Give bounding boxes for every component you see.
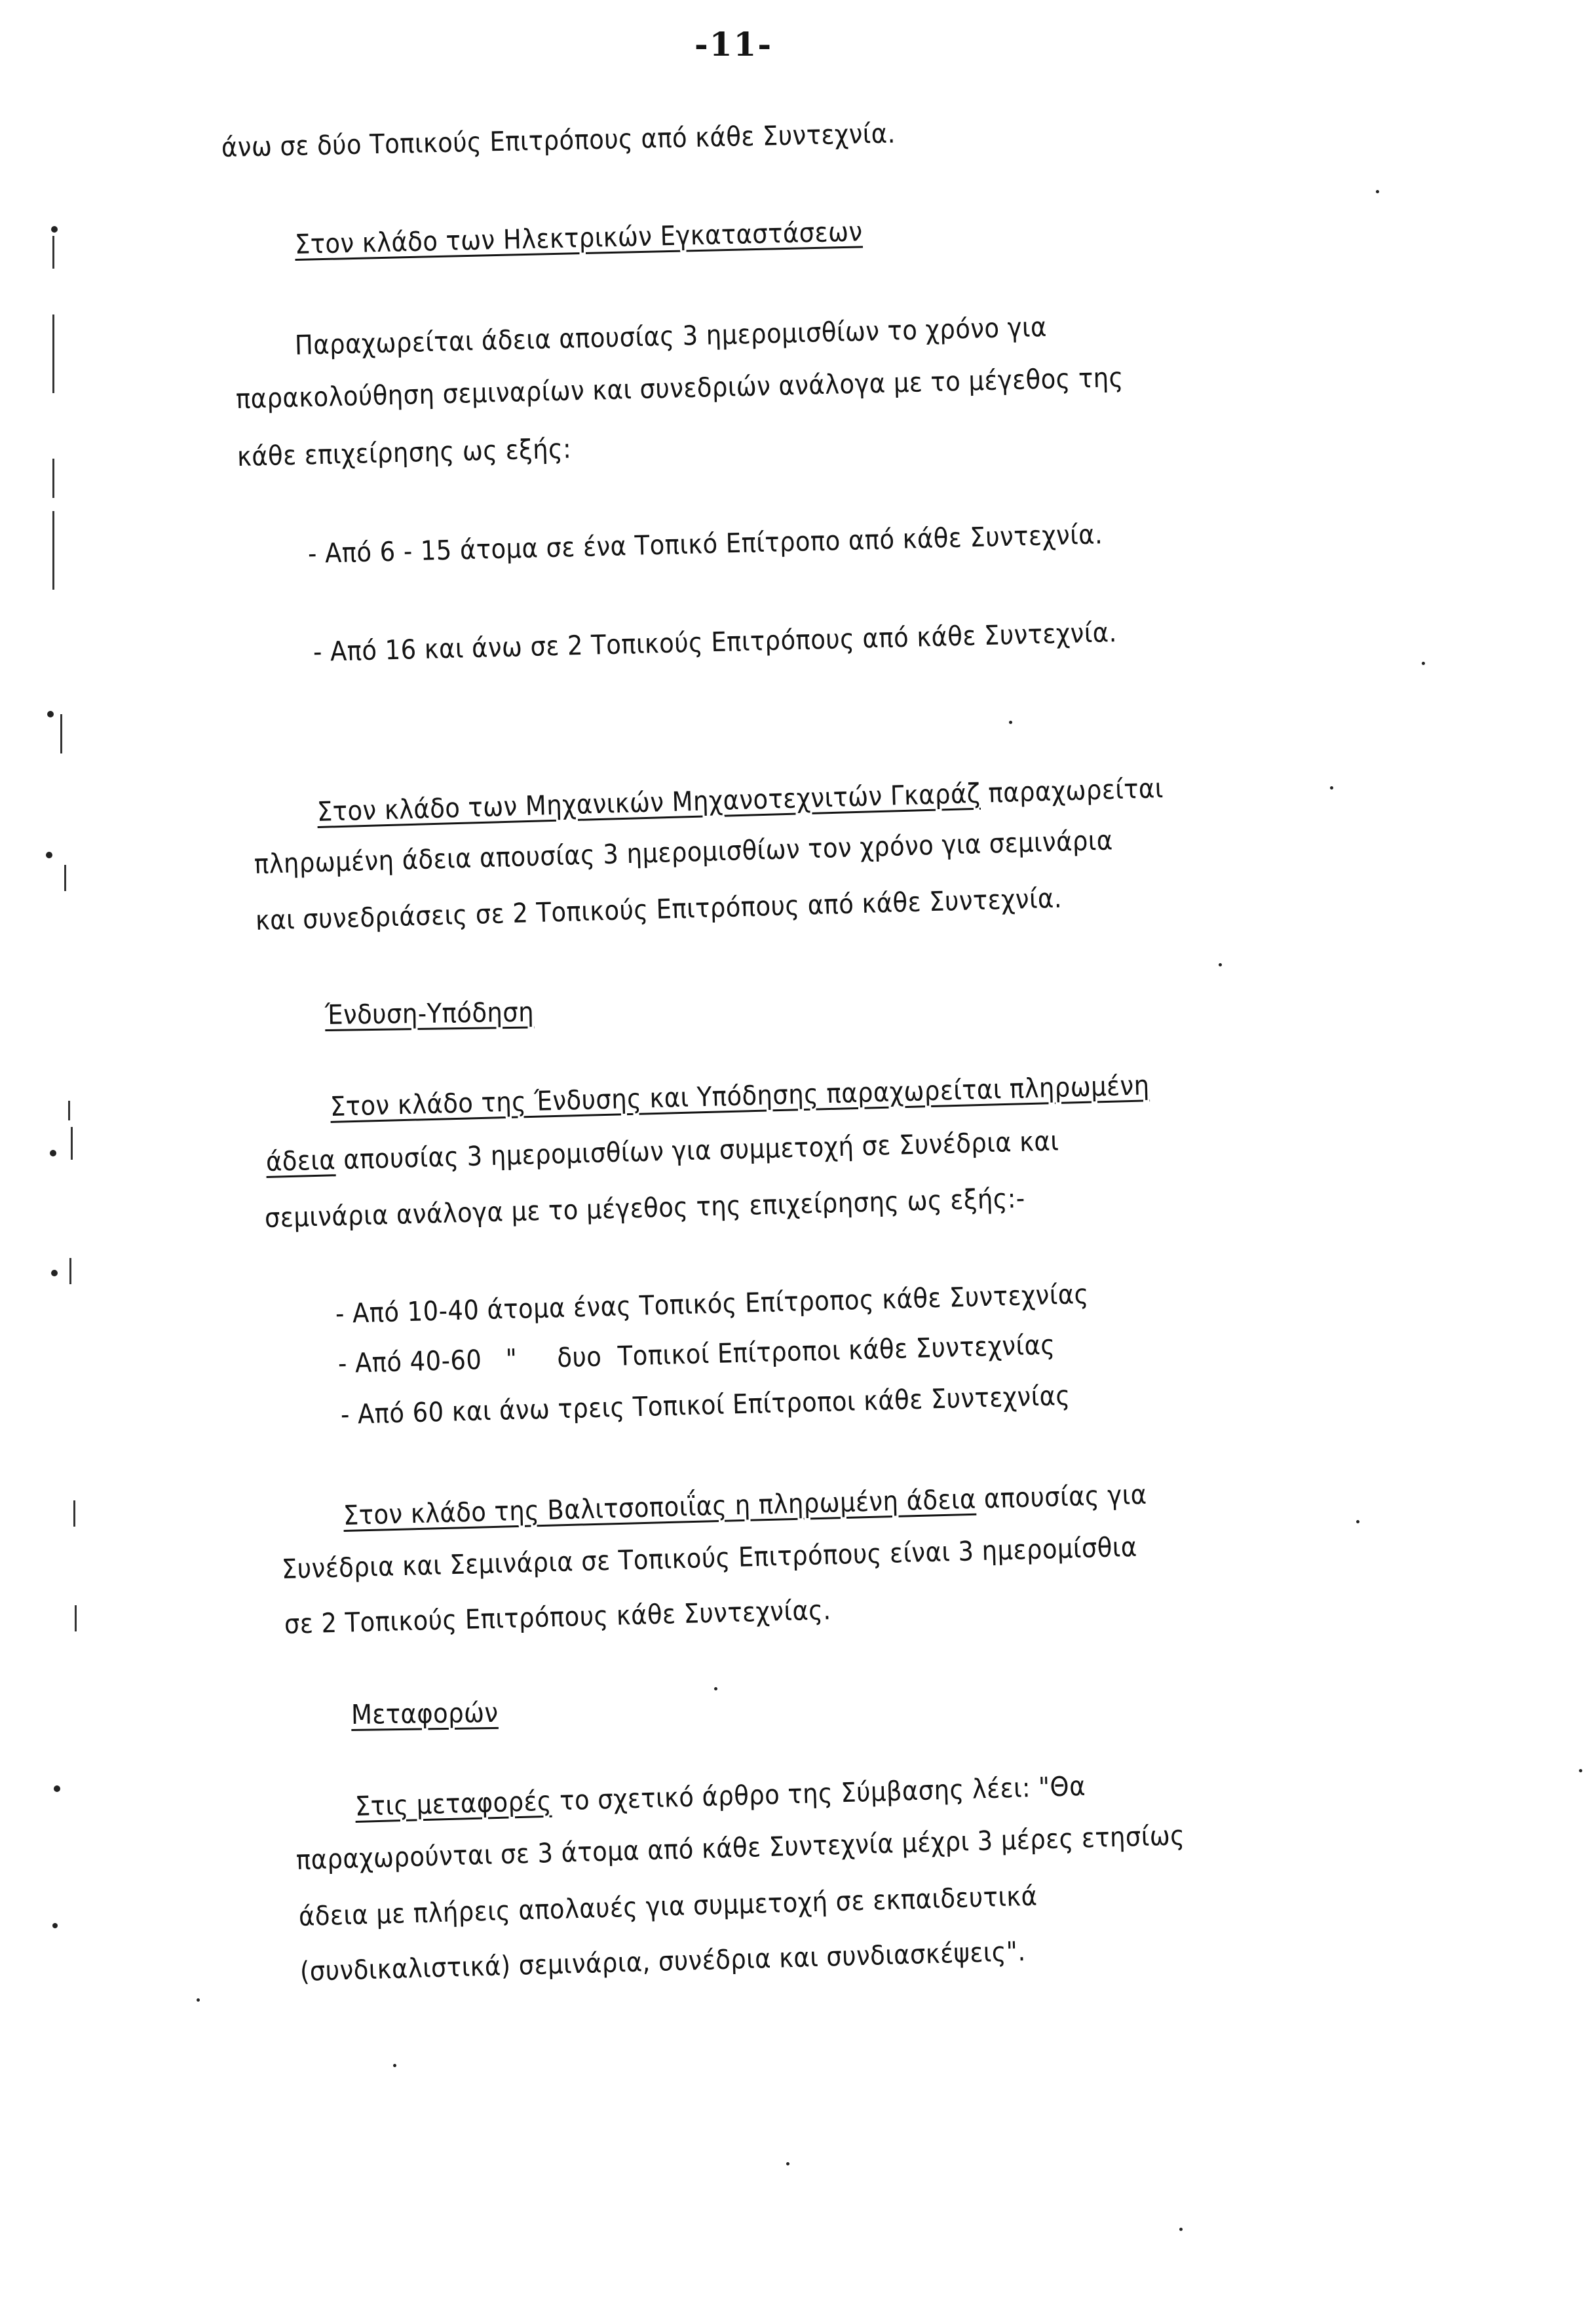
scan-mark [52,511,54,590]
scan-speck [50,1150,56,1156]
transport-line-3: (συνδικαλιστικά) σεμινάρια, συνέδρια και συνδιασκέψεις". [299,1935,1027,1987]
clothing-title: Ένδυση-Υπόδηση [324,996,535,1031]
clothing-line-2: σεμινάρια ανάλογα με το μέγεθος της επιχείρησης ως εξής:- [264,1182,1026,1234]
transport-title: Μεταφορών [351,1696,499,1730]
electrical-item-1: - Από 6 - 15 άτομα σε ένα Τοπικό Επίτροπο από κάθε Συντεχνία. [307,518,1103,569]
scan-speck [52,1923,58,1928]
electrical-heading: Στον κλάδο των Ηλεκτρικών Εγκαταστάσεων [294,216,864,260]
clothing-heading: Στον κλάδο της Ένδυσης και Υπόδησης παραχωρείται πληρωμένη [330,1069,1150,1122]
clothing-line-1-underlined: άδεια [265,1144,336,1177]
luggage-heading: Στον κλάδο της Βαλιτσοποιΐας η πληρωμένη άδεια [343,1483,977,1531]
scan-mark [52,459,54,498]
scan-speck [54,1785,60,1792]
clothing-item-2: - Από 40-60 " δυο Τοπικοί Επίτροποι κάθε Συντεχνίας [337,1329,1056,1379]
mechanics-heading-line [316,772,1164,828]
scan-speck [51,1270,58,1276]
clothing-item-3: - Από 60 και άνω τρεις Τοπικοί Επίτροποι κάθε Συντεχνίας [340,1379,1071,1430]
transport-line-1: παραχωρούνται σε 3 άτομα από κάθε Συντεχνία μέχρι 3 μέρες ετησίως [295,1819,1185,1876]
page-number: -11- [694,25,773,64]
scan-speck [1422,662,1425,665]
scan-speck [393,2064,396,2067]
scan-mark [71,1127,73,1160]
scan-speck [1219,963,1222,966]
scan-speck [51,226,58,233]
electrical-line-2: παρακολούθηση σεμιναρίων και συνεδριών ανάλογα με το μέγεθος της [235,361,1124,415]
scan-speck [786,2162,789,2165]
electrical-line-1: Παραχωρείται άδεια απουσίας 3 ημερομισθίων το χρόνο για [294,311,1048,361]
luggage-line-1: Συνέδρια και Σεμινάρια σε Τοπικούς Επιτρόπους είναι 3 ημερομίσθια [281,1531,1138,1585]
mechanics-line-1: πληρωμένη άδεια απουσίας 3 ημερομισθίων τον χρόνο για σεμινάρια [254,824,1114,880]
scan-speck [1356,1520,1359,1523]
scan-speck [1579,1769,1582,1772]
scan-speck [1330,786,1333,790]
scan-mark [73,1500,75,1527]
scan-speck [714,1687,717,1690]
clothing-line-1 [265,1124,1059,1178]
mechanics-line-2: και συνεδριάσεις σε 2 Τοπικούς Επιτρόπους από κάθε Συντεχνία. [255,882,1063,936]
scan-mark [64,865,66,891]
clothing-item-1: - Από 10-40 άτομα ένας Τοπικός Επίτροπος κάθε Συντεχνίας [335,1278,1090,1329]
mechanics-heading: Στον κλάδο των Μηχανικών Μηχανοτεχνιτών Γκαράζ [316,777,981,828]
scan-mark [60,714,62,753]
scan-speck [1009,721,1012,724]
transport-heading: Στις μεταφορές [354,1785,552,1822]
scan-mark [68,1101,70,1120]
luggage-heading-line [343,1478,1147,1532]
scan-mark [69,1258,71,1284]
clothing-line-1-rest: απουσίας 3 ημερομισθίων για συμμετοχή σε Συνέδρια και [335,1125,1059,1176]
transport-line-2: άδεια με πλήρεις απολαυές για συμμετοχή σε εκπαιδευτικά [298,1880,1038,1932]
transport-heading-rest: το σχετικό άρθρο της Σύμβασης λέει: "Θα [551,1770,1086,1817]
intro-line: άνω σε δύο Τοπικούς Επιτρόπους από κάθε Συντεχνία. [221,117,896,163]
mechanics-heading-rest: παραχωρείται [979,772,1164,809]
scan-mark [75,1605,77,1631]
scan-speck [1376,190,1379,193]
scan-mark [52,314,54,393]
scan-speck [47,711,54,717]
luggage-line-2: σε 2 Τοπικούς Επιτρόπους κάθε Συντεχνίας. [284,1594,832,1640]
electrical-line-3: κάθε επιχείρησης ως εξής: [237,432,572,472]
scan-mark [52,236,54,269]
scan-speck [1179,2228,1183,2231]
transport-heading-line [354,1770,1086,1823]
electrical-item-2: - Από 16 και άνω σε 2 Τοπικούς Επιτρόπους από κάθε Συντεχνία. [313,617,1118,668]
luggage-heading-rest: απουσίας για [976,1478,1148,1515]
scan-speck [46,852,52,858]
scan-speck [197,1998,200,2002]
